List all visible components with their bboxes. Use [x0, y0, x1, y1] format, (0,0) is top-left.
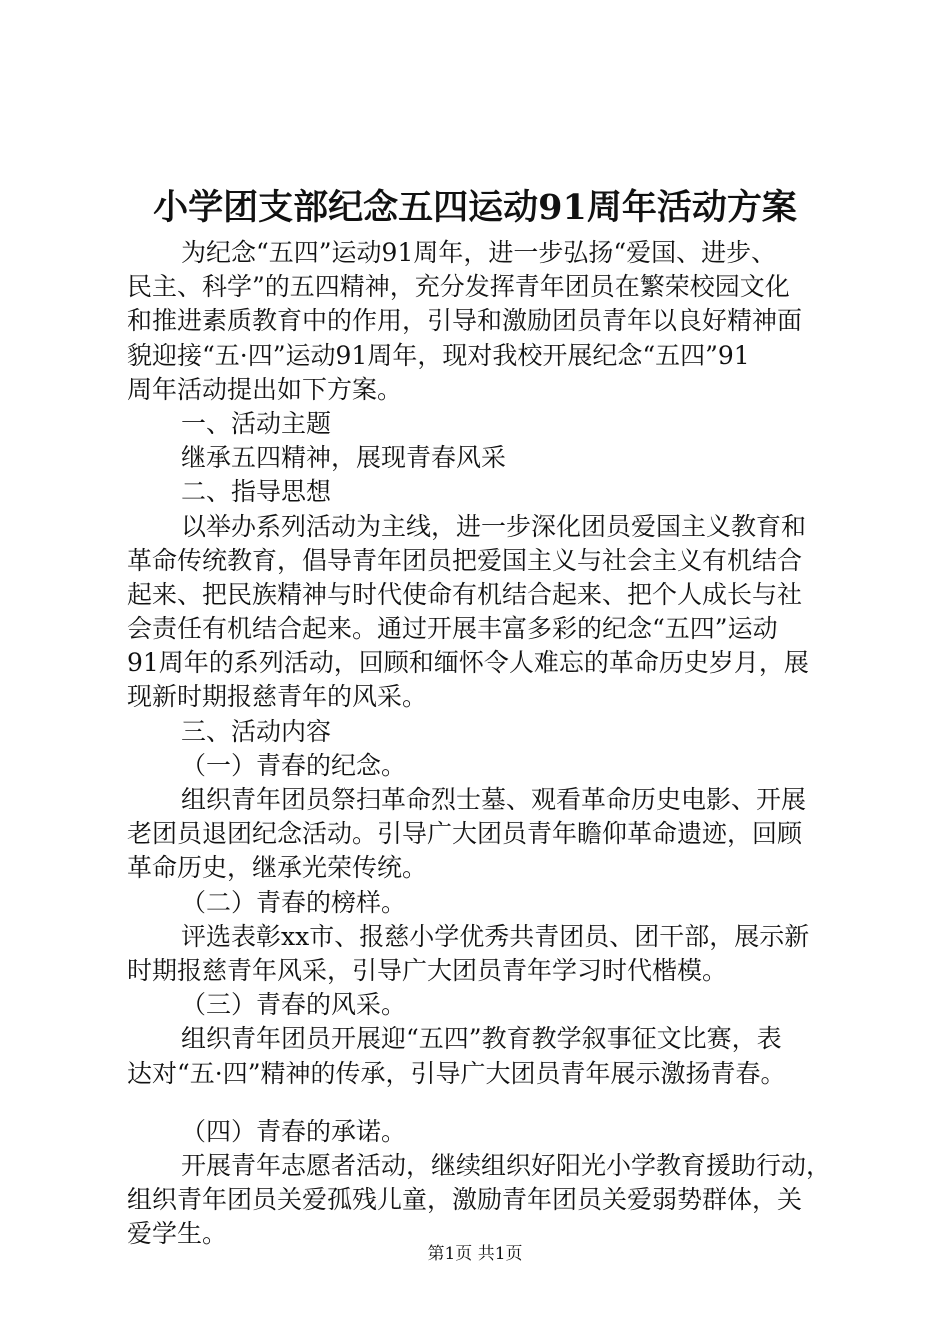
paragraph-line: 评选表彰xx市、报慈小学优秀共青团员、团干部，展示新: [181, 921, 810, 951]
paragraph-line: 达对“五·四”精神的传承，引导广大团员青年展示激扬青春。: [127, 1058, 786, 1088]
paragraph-line: 革命传统教育，倡导青年团员把爱国主义与社会主义有机结合: [127, 545, 803, 575]
section-heading: 一、活动主题: [181, 408, 332, 438]
subsection-heading: （三）青春的风采。: [181, 990, 407, 1020]
subsection-heading: （一）青春的纪念。: [181, 750, 407, 780]
section-heading: 三、活动内容: [181, 716, 332, 746]
paragraph-line: 时期报慈青年风采，引导广大团员青年学习时代楷模。: [127, 955, 728, 985]
paragraph-line: 为纪念“五四”运动91周年，进一步弘扬“爱国、进步、: [181, 238, 777, 267]
paragraph-line: 组织青年团员祭扫革命烈士墓、观看革命历史电影、开展: [181, 785, 807, 814]
page-number-footer: 第1页 共1页: [427, 1244, 523, 1264]
paragraph-line: 老团员退团纪念活动。引导广大团员青年瞻仰革命遗迹，回顾: [127, 819, 803, 849]
paragraph-line: 民主、科学”的五四精神，充分发挥青年团员在繁荣校园文化: [127, 272, 790, 302]
document-title: 小学团支部纪念五四运动91周年活动方案: [153, 187, 797, 228]
paragraph-line: 以举办系列活动为主线，进一步深化团员爱国主义教育和: [181, 511, 807, 541]
subsection-heading: （四）青春的承诺。: [181, 1116, 407, 1146]
paragraph-line: 貌迎接“五·四”运动91周年，现对我校开展纪念“五四”91: [127, 340, 750, 370]
subsection-heading: （二）青春的榜样。: [181, 887, 407, 917]
paragraph-line: 起来、把民族精神与时代使命有机结合起来、把个人成长与社: [127, 579, 803, 609]
document-body: [127, 236, 847, 1251]
section-heading: 二、指导思想: [181, 477, 332, 507]
paragraph-line: 革命历史，继承光荣传统。: [127, 853, 428, 883]
paragraph-line: 91周年的系列活动，回顾和缅怀令人难忘的革命历史岁月，展: [127, 648, 809, 678]
paragraph-line: 会责任有机结合起来。通过开展丰富多彩的纪念“五四”运动: [127, 614, 778, 644]
paragraph-spacer: [127, 1091, 847, 1115]
paragraph-line: 现新时期报慈青年的风采。: [127, 682, 428, 712]
paragraph-line: 开展青年志愿者活动，继续组织好阳光小学教育援助行动，: [181, 1150, 832, 1180]
paragraph-line: 组织青年团员关爱孤残儿童，激励青年团员关爱弱势群体，关: [127, 1185, 803, 1215]
paragraph-line: 周年活动提出如下方案。: [127, 374, 403, 404]
paragraph-line: 组织青年团员开展迎“五四”教育教学叙事征文比赛，表: [181, 1024, 782, 1054]
paragraph-line: 和推进素质教育中的作用，引导和激励团员青年以良好精神面: [127, 306, 803, 336]
paragraph-line: 继承五四精神，展现青春风采: [181, 443, 507, 473]
paragraph-line: 爱学生。: [127, 1219, 228, 1249]
